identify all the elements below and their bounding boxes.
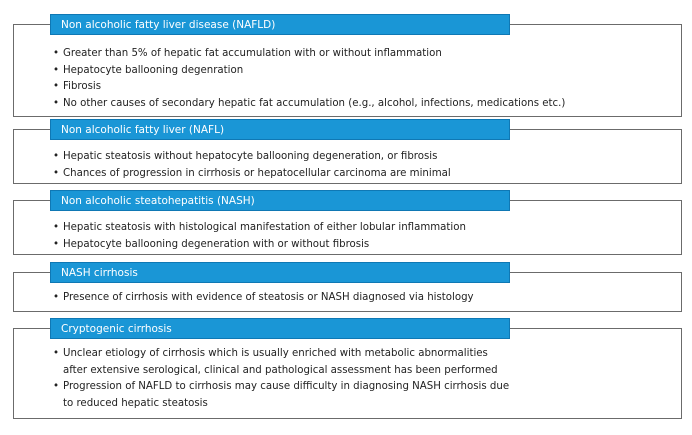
- section-nash-list: [53, 220, 466, 253]
- list-item: • Presence of cirrhosis with evidence of steatosis or NASH diagnosed via histology: [53, 290, 474, 307]
- list-item: • No other causes of secondary hepatic fat accumulation (e.g., alcohol, infections, medications etc.): [53, 96, 565, 113]
- list-item: • Chances of progression in cirrhosis or hepatocellular carcinoma are minimal: [53, 166, 451, 183]
- list-item: • Unclear etiology of cirrhosis which is usually enriched with metabolic abnormalities after extensive serological, clinical and pathological assessment has been performed: [53, 348, 498, 376]
- list-item: • Hepatic steatosis with histological manifestation of either lobular inflammation: [53, 220, 466, 237]
- section-cryptogenic-header: Cryptogenic cirrhosis: [50, 318, 510, 339]
- bullet-icon: •: [53, 348, 60, 359]
- section-nash-cirrhosis-header: NASH cirrhosis: [50, 262, 510, 283]
- section-nafld-header: Non alcoholic fatty liver disease (NAFLD): [50, 14, 510, 35]
- list-item: • Progression of NAFLD to cirrhosis may cause difficulty in diagnosing NASH cirrhosis due to reduced hepatic steatosis: [53, 381, 510, 409]
- list-item: • Greater than 5% of hepatic fat accumulation with or without inflammation: [53, 46, 565, 63]
- list-item: • Hepatocyte ballooning degenration: [53, 63, 565, 80]
- section-nash-cirrhosis-list: [53, 290, 474, 307]
- list-item: • Hepatocyte ballooning degeneration with or without fibrosis: [53, 237, 466, 254]
- bullet-icon: •: [53, 97, 60, 109]
- list-item: • Fibrosis: [53, 79, 565, 96]
- bullet-icon: •: [53, 167, 60, 179]
- section-nafl-list: [53, 149, 451, 182]
- section-nash-header: Non alcoholic steatohepatitis (NASH): [50, 190, 510, 211]
- section-nafl-header: Non alcoholic fatty liver (NAFL): [50, 119, 510, 140]
- section-nafld-list: [53, 46, 565, 112]
- bullet-icon: •: [53, 292, 60, 303]
- list-item: • Hepatic steatosis without hepatocyte ballooning degeneration, or fibrosis: [53, 149, 451, 166]
- bullet-icon: •: [53, 151, 60, 162]
- bullet-icon: •: [53, 64, 60, 76]
- bullet-icon: •: [53, 81, 60, 92]
- section-cryptogenic-list: [53, 346, 513, 412]
- bullet-icon: •: [53, 222, 60, 233]
- bullet-icon: •: [53, 48, 60, 59]
- bullet-icon: •: [53, 238, 60, 250]
- bullet-icon: •: [53, 381, 60, 392]
